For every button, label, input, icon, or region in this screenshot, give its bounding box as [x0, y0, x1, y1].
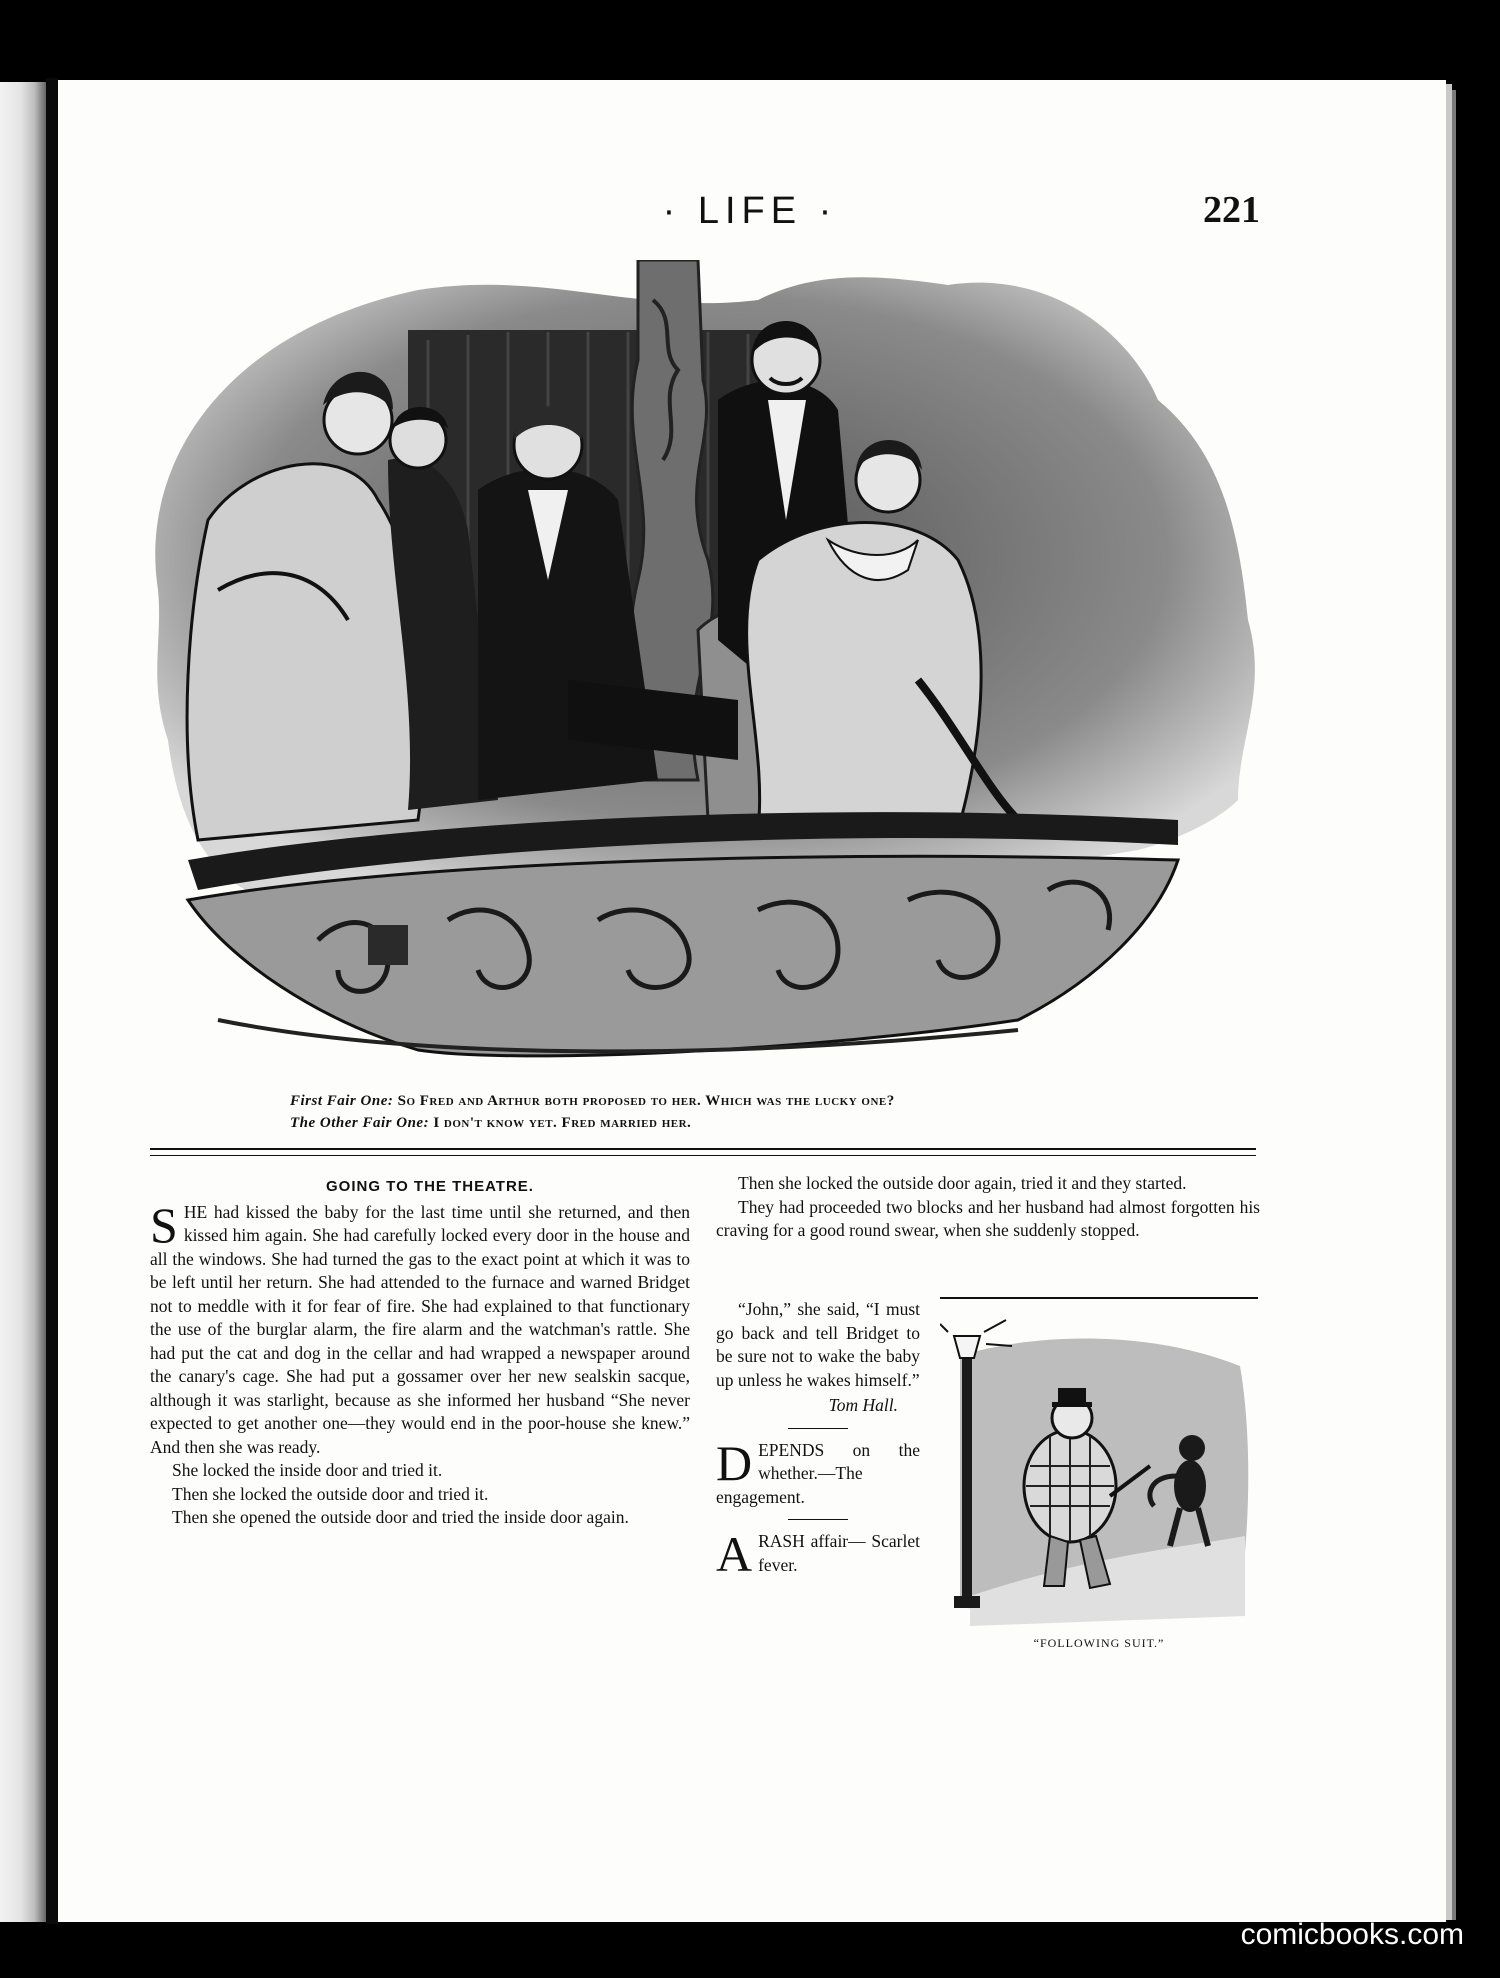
caption-line-1: [290, 1090, 1190, 1112]
theatre-box-illustration: [118, 260, 1278, 1070]
story-title: GOING TO THE THEATRE.: [326, 1178, 534, 1195]
adjacent-page-edge: [0, 82, 46, 1922]
joke-1: DEPENDS on the whether.—The engagement.: [716, 1434, 920, 1507]
double-rule-bottom: [150, 1155, 1256, 1156]
narrow-column: [716, 1298, 920, 1582]
cartoon-caption: “FOLLOWING SUIT.”: [1033, 1636, 1165, 1650]
story-paragraph-6: They had proceeded two blocks and her husband had almost forgotten his craving for a good round swear, when she suddenly stopped.: [716, 1196, 1260, 1240]
story-paragraph-1: SHE had kissed the baby for the last time until she returned, and then kissed him again. She had carefully locked every door in the house and all the windows. She had turned the gas to the exact point at which it was to be left until her return. She had attended to the furnace and warned Bridget not to meddle with it for fear of fire. She had explained to that functionary the use of the burglar alarm, the fire alarm and the watchman's rattle. She had put the cat and dog in the cellar and had wrapped a newspaper around the canary's cage. She had put a gossamer over her new sealskin sacque, although it was starlight, because as she informed her husband “She never expected to get another one—they would end in the poor-house she knew.” And then she was ready.: [150, 1196, 690, 1457]
story-column-right: [716, 1172, 1260, 1243]
masthead: · LIFE ·: [662, 190, 838, 232]
caption-text-1: So Fred and Arthur both proposed to her. Which was the lucky one?: [397, 1093, 895, 1109]
watermark: comicbooks.com: [1240, 1918, 1464, 1951]
story-paragraph-2: She locked the inside door and tried it.: [172, 1460, 443, 1480]
joke-2-dropcap: A: [716, 1526, 753, 1582]
page-edge-shadow: [1452, 90, 1456, 1920]
page-number: 221: [1203, 189, 1260, 231]
spine-shadow: [46, 78, 58, 1924]
joke-1-dropcap: D: [716, 1434, 753, 1491]
following-suit-cartoon: [940, 1296, 1258, 1636]
story-signature: Tom Hall.: [828, 1395, 898, 1415]
caption-line-2: [290, 1112, 1190, 1134]
joke-2: ARASH affair— Scarlet fever.: [716, 1526, 920, 1582]
double-rule-top: [150, 1148, 1256, 1150]
story-paragraph-7: “John,” she said, “I must go back and tell Bridget to be sure not to wake the baby up unless he wakes himself.”: [716, 1299, 920, 1390]
story-paragraph-3: Then she locked the outside door and tried it.: [172, 1483, 489, 1504]
caption-text-2: I don't know yet. Fred married her.: [433, 1115, 692, 1131]
story-column-left: [150, 1175, 690, 1530]
divider: [788, 1428, 848, 1429]
caption-speaker-2: The Other Fair One:: [290, 1115, 430, 1131]
story-paragraph-4: Then she opened the outside door and tried the inside door again.: [172, 1507, 629, 1527]
illustration-caption: [290, 1090, 1190, 1134]
caption-speaker-1: First Fair One:: [290, 1093, 394, 1109]
story-dropcap: S: [150, 1196, 178, 1253]
story-paragraph-5: Then she locked the outside door again, tried it and they started.: [738, 1173, 1187, 1193]
divider: [788, 1519, 848, 1520]
